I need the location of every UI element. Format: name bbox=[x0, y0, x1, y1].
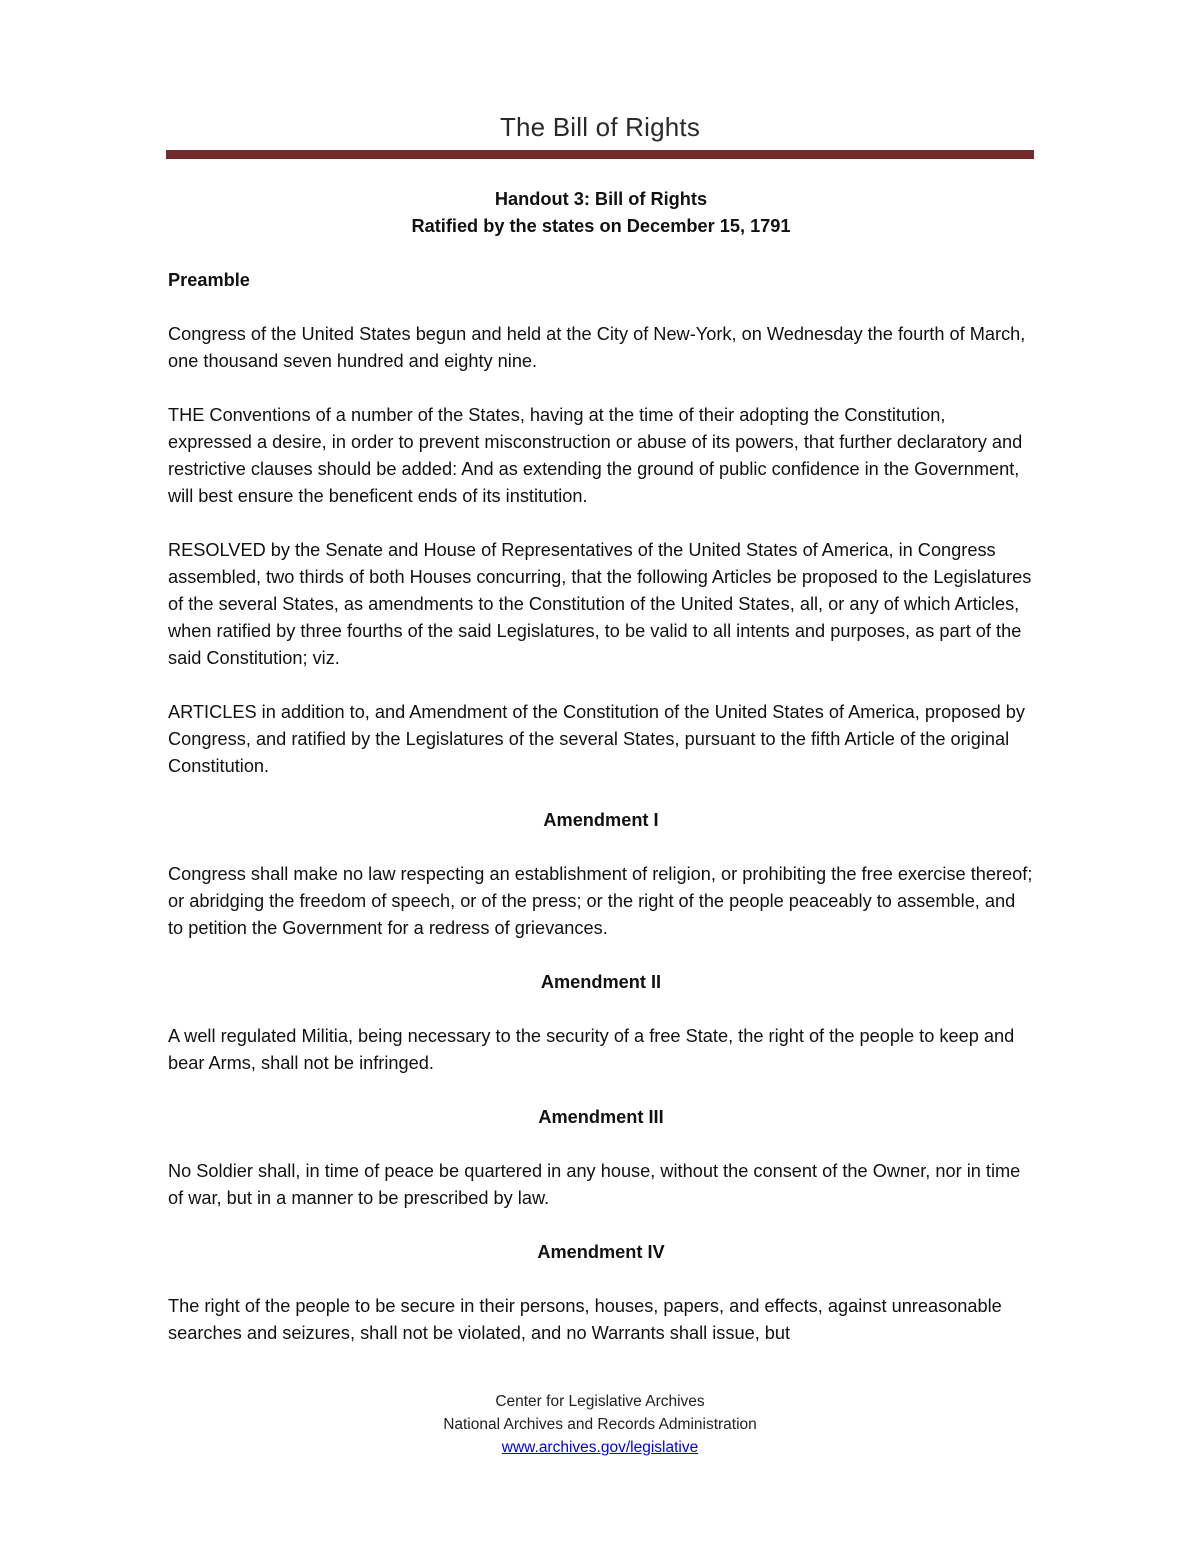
amendment-heading-4: Amendment IV bbox=[537, 1242, 665, 1262]
amendment-text-3: No Soldier shall, in time of peace be quartered in any house, without the consent of the Owner, nor in time of war, but in a manner to be prescribed by law. bbox=[168, 1161, 1021, 1208]
page-footer bbox=[166, 1390, 1034, 1459]
preamble-paragraph-2: THE Conventions of a number of the States, having at the time of their adopting the Constitution, expressed a desire, in order to prevent misconstruction or abuse of its powers, that further declaratory and restrictive clauses should be added: And as extending the ground of public confidence in the Government, will best ensure the beneficent ends of its institution. bbox=[168, 405, 1023, 506]
amendment-heading-2: Amendment II bbox=[540, 972, 662, 992]
amendment-text-2: A well regulated Militia, being necessary to the security of a free State, the right of the people to keep and bear Arms, shall not be infringed. bbox=[168, 1026, 1015, 1073]
preamble-heading: Preamble bbox=[168, 270, 250, 290]
page-header-title: The Bill of Rights bbox=[499, 112, 701, 142]
preamble-paragraph-1: Congress of the United States begun and held at the City of New-York, on Wednesday the fourth of March, one thousand seven hundred and eighty nine. bbox=[168, 324, 1026, 371]
footer-website-link[interactable]: www.archives.gov/legislative bbox=[501, 1439, 699, 1456]
header-rule bbox=[166, 150, 1034, 159]
handout-title: Handout 3: Bill of Rights bbox=[494, 189, 708, 209]
amendment-heading-1: Amendment I bbox=[543, 810, 659, 830]
amendment-text-4: The right of the people to be secure in their persons, houses, papers, and effects, against unreasonable searches and seizures, shall not be violated, and no Warrants shall issue, but bbox=[168, 1296, 1002, 1343]
preamble-paragraph-4: ARTICLES in addition to, and Amendment of the Constitution of the United States of America, proposed by Congress, and ratified by the Legislatures of the several States, pursuant to the fifth Article of the original Constitution. bbox=[168, 702, 1025, 776]
amendment-heading-3: Amendment III bbox=[538, 1107, 664, 1127]
ratified-date-line: Ratified by the states on December 15, 1791 bbox=[411, 216, 791, 236]
amendment-text-1: Congress shall make no law respecting an establishment of religion, or prohibiting the free exercise thereof; or abridging the freedom of speech, or of the press; or the right of the people peaceably to assemble, and to petition the Government for a redress of grievances. bbox=[168, 864, 1033, 938]
document-body bbox=[168, 186, 1034, 1347]
preamble-paragraph-3: RESOLVED by the Senate and House of Representatives of the United States of America, in Congress assembled, two thirds of both Houses concurring, that the following Articles be proposed to the Legislatures of the several States, as amendments to the Constitution of the United States, all, or any of which Articles, when ratified by three fourths of the said Legislatures, to be valid to all intents and purposes, as part of the said Constitution; viz. bbox=[168, 540, 1032, 668]
footer-center-name: Center for Legislative Archives bbox=[495, 1393, 705, 1410]
footer-agency-name: National Archives and Records Administration bbox=[443, 1416, 757, 1433]
